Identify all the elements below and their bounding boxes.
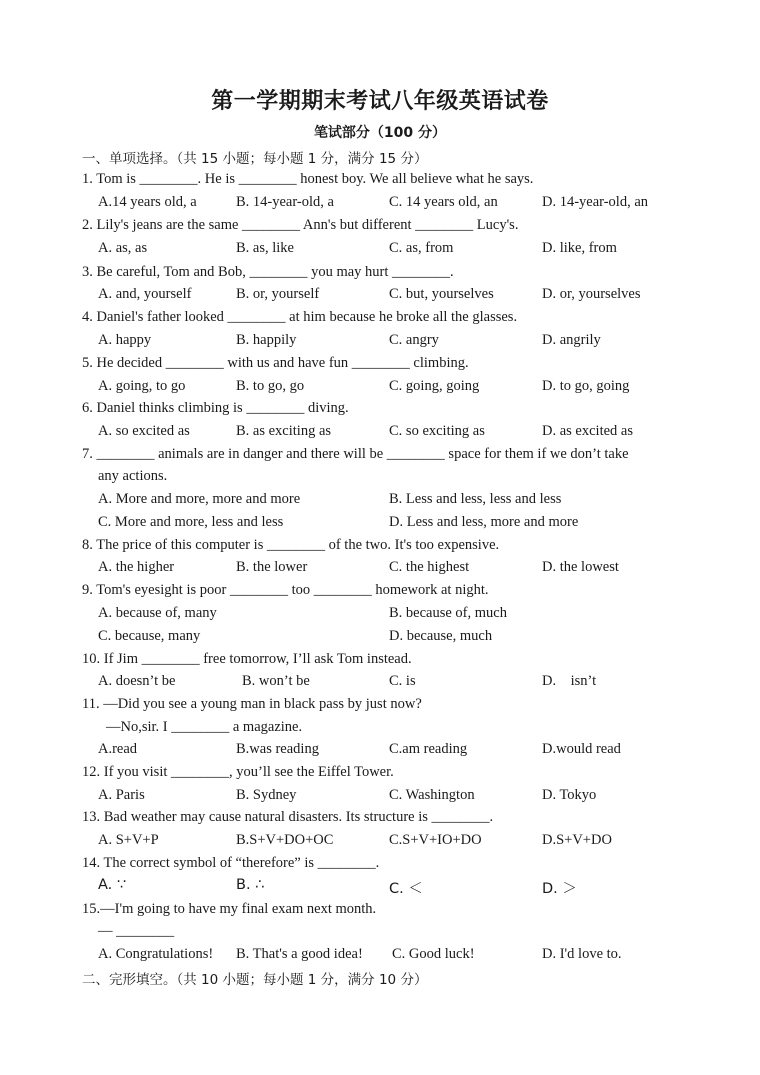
question-10-option-c: C. is	[389, 673, 416, 689]
question-13-stem: 13. Bad weather may cause natural disasters. Its structure is ________.	[82, 809, 494, 825]
question-4-option-b: B. happily	[236, 332, 297, 348]
question-5-option-a: A. going, to go	[98, 378, 186, 394]
question-7-option-c: C. More and more, less and less	[98, 514, 284, 530]
question-7-stem-continued: any actions.	[98, 468, 168, 484]
question-8-option-b: B. the lower	[236, 559, 308, 575]
question-8-option-a: A. the higher	[98, 559, 175, 575]
question-15-stem: 15.—I'm going to have my final exam next month.	[82, 901, 377, 917]
question-2-stem: 2. Lily's jeans are the same ________ Ann's but different ________ Lucy's.	[82, 217, 519, 233]
question-13-option-a: A. S+V+P	[98, 832, 159, 848]
question-11-option-d: D.would read	[542, 741, 621, 757]
question-13-option-b: B.S+V+DO+OC	[236, 832, 334, 848]
question-9-option-c: C. because, many	[98, 628, 201, 644]
question-6-stem: 6. Daniel thinks climbing is ________ diving.	[82, 400, 349, 416]
question-5-option-c: C. going, going	[389, 378, 480, 394]
question-14-option-a: A. ∵	[98, 877, 127, 893]
question-11-option-b: B.was reading	[236, 741, 319, 757]
question-12-option-a: A. Paris	[98, 787, 145, 803]
question-12-stem: 12. If you visit ________, you’ll see the Eiffel Tower.	[82, 764, 394, 780]
question-14-option-c: C. ＜	[389, 881, 423, 897]
question-7-option-d: D. Less and less, more and more	[389, 514, 579, 530]
question-2-option-c: C. as, from	[389, 240, 454, 256]
question-5-option-d: D. to go, going	[542, 378, 630, 394]
question-9-option-a: A. because of, many	[98, 605, 217, 621]
question-9-stem: 9. Tom's eyesight is poor ________ too ________ homework at night.	[82, 582, 489, 598]
question-15-stem-continued: — ________	[98, 923, 175, 939]
question-2-option-b: B. as, like	[236, 240, 294, 256]
question-11-option-c: C.am reading	[389, 741, 468, 757]
question-6-option-d: D. as excited as	[542, 423, 633, 439]
page-subtitle: 笔试部分（100 分）	[313, 125, 447, 141]
question-15-option-a: A. Congratulations!	[98, 946, 214, 962]
question-8-option-c: C. the highest	[389, 559, 470, 575]
question-4-stem: 4. Daniel's father looked ________ at him because he broke all the glasses.	[82, 309, 518, 325]
question-6-option-b: B. as exciting as	[236, 423, 332, 439]
question-9-option-d: D. because, much	[389, 628, 493, 644]
question-14-stem: 14. The correct symbol of “therefore” is ________.	[82, 855, 380, 871]
question-5-option-b: B. to go, go	[236, 378, 305, 394]
question-10-option-a: A. doesn’t be	[98, 673, 176, 689]
question-3-option-a: A. and, yourself	[98, 286, 192, 302]
question-3-stem: 3. Be careful, Tom and Bob, ________ you may hurt ________.	[82, 264, 454, 280]
question-3-option-c: C. but, yourselves	[389, 286, 494, 302]
question-6-option-a: A. so excited as	[98, 423, 190, 439]
question-10-stem: 10. If Jim ________ free tomorrow, I’ll ask Tom instead.	[82, 651, 412, 667]
question-7-option-b: B. Less and less, less and less	[389, 491, 562, 507]
question-15-option-b: B. That's a good idea!	[236, 946, 363, 962]
question-1-option-b: B. 14-year-old, a	[236, 194, 334, 210]
question-8-option-d: D. the lowest	[542, 559, 619, 575]
question-9-option-b: B. because of, much	[389, 605, 507, 621]
question-1-stem: 1. Tom is ________. He is ________ honest boy. We all believe what he says.	[82, 171, 534, 187]
question-10-option-b: B. won’t be	[242, 673, 310, 689]
question-2-option-a: A. as, as	[98, 240, 148, 256]
question-4-option-d: D. angrily	[542, 332, 601, 348]
question-2-option-d: D. like, from	[542, 240, 617, 256]
question-4-option-c: C. angry	[389, 332, 439, 348]
question-12-option-b: B. Sydney	[236, 787, 297, 803]
question-1-option-a: A.14 years old, a	[98, 194, 197, 210]
question-1-option-d: D. 14-year-old, an	[542, 194, 649, 210]
question-15-option-c: C. Good luck!	[392, 946, 475, 962]
page-title: 第一学期期末考试八年级英语试卷	[211, 89, 549, 114]
question-7-stem: 7. ________ animals are in danger and there will be ________ space for them if we don’t take	[82, 446, 629, 462]
question-14-option-b: B. ∴	[236, 877, 265, 893]
section-heading-1: 一、单项选择。（共 15 小题；每小题 1 分，满分 15 分）	[82, 151, 428, 167]
question-7-option-a: A. More and more, more and more	[98, 491, 301, 507]
question-10-option-d: D. isn’t	[542, 673, 597, 689]
question-3-option-b: B. or, yourself	[236, 286, 320, 302]
question-11-stem: 11. —Did you see a young man in black pass by just now?	[82, 696, 422, 712]
question-6-option-c: C. so exciting as	[389, 423, 485, 439]
question-11-option-a: A.read	[98, 741, 138, 757]
question-8-stem: 8. The price of this computer is ________ of the two. It's too expensive.	[82, 537, 500, 553]
question-13-option-c: C.S+V+IO+DO	[389, 832, 482, 848]
question-14-option-d: D. ＞	[542, 881, 577, 897]
question-12-option-d: D. Tokyo	[542, 787, 597, 803]
question-5-stem: 5. He decided ________ with us and have fun ________ climbing.	[82, 355, 469, 371]
question-11-stem-continued: —No,sir. I ________ a magazine.	[106, 719, 303, 735]
question-13-option-d: D.S+V+DO	[542, 832, 612, 848]
question-4-option-a: A. happy	[98, 332, 152, 348]
question-3-option-d: D. or, yourselves	[542, 286, 641, 302]
section-heading-2: 二、完形填空。（共 10 小题；每小题 1 分，满分 10 分）	[82, 972, 428, 988]
question-12-option-c: C. Washington	[389, 787, 475, 803]
question-1-option-c: C. 14 years old, an	[389, 194, 498, 210]
question-15-option-d: D. I'd love to.	[542, 946, 622, 962]
